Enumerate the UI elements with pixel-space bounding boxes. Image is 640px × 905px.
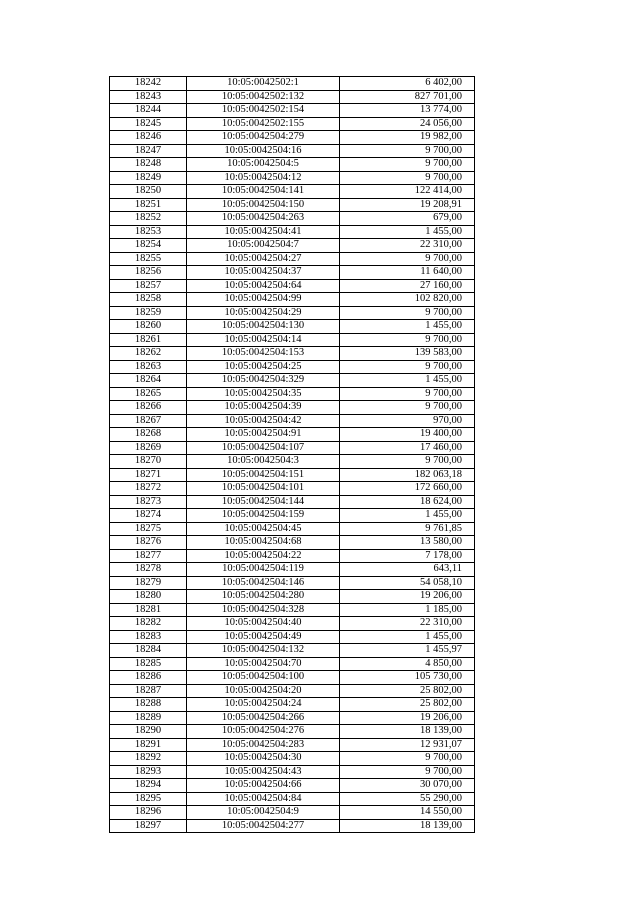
cadastral-number-cell: 10:05:0042504:16 — [187, 144, 340, 158]
table-row — [110, 522, 475, 536]
value-cell: 1 455,00 — [340, 630, 475, 644]
value-cell: 9 700,00 — [340, 144, 475, 158]
row-number-cell: 18282 — [110, 617, 187, 631]
table-row — [110, 414, 475, 428]
value-cell: 9 700,00 — [340, 158, 475, 172]
cadastral-number-cell: 10:05:0042504:159 — [187, 509, 340, 523]
row-number-cell: 18290 — [110, 725, 187, 739]
value-cell: 13 774,00 — [340, 104, 475, 118]
cadastral-number-cell: 10:05:0042504:39 — [187, 401, 340, 415]
cadastral-number-cell: 10:05:0042504:70 — [187, 657, 340, 671]
table-row — [110, 144, 475, 158]
row-number-cell: 18292 — [110, 752, 187, 766]
value-cell: 827 701,00 — [340, 90, 475, 104]
value-cell: 19 982,00 — [340, 131, 475, 145]
cadastral-number-cell: 10:05:0042504:41 — [187, 225, 340, 239]
row-number-cell: 18291 — [110, 738, 187, 752]
cadastral-number-cell: 10:05:0042504:68 — [187, 536, 340, 550]
row-number-cell: 18245 — [110, 117, 187, 131]
value-cell: 18 624,00 — [340, 495, 475, 509]
table-row — [110, 306, 475, 320]
data-table-body — [110, 77, 475, 833]
row-number-cell: 18272 — [110, 482, 187, 496]
row-number-cell: 18283 — [110, 630, 187, 644]
table-row — [110, 468, 475, 482]
cadastral-number-cell: 10:05:0042504:64 — [187, 279, 340, 293]
row-number-cell: 18275 — [110, 522, 187, 536]
value-cell: 19 206,00 — [340, 590, 475, 604]
table-row — [110, 252, 475, 266]
table-row — [110, 212, 475, 226]
table-row — [110, 765, 475, 779]
row-number-cell: 18249 — [110, 171, 187, 185]
cadastral-number-cell: 10:05:0042504:37 — [187, 266, 340, 280]
row-number-cell: 18288 — [110, 698, 187, 712]
value-cell: 9 700,00 — [340, 455, 475, 469]
cadastral-number-cell: 10:05:0042504:151 — [187, 468, 340, 482]
table-row — [110, 266, 475, 280]
table-row — [110, 482, 475, 496]
row-number-cell: 18268 — [110, 428, 187, 442]
cadastral-number-cell: 10:05:0042504:101 — [187, 482, 340, 496]
table-row — [110, 698, 475, 712]
value-cell: 14 550,00 — [340, 806, 475, 820]
cadastral-number-cell: 10:05:0042504:100 — [187, 671, 340, 685]
table-row — [110, 792, 475, 806]
value-cell: 1 455,00 — [340, 509, 475, 523]
cadastral-number-cell: 10:05:0042504:141 — [187, 185, 340, 199]
row-number-cell: 18271 — [110, 468, 187, 482]
cadastral-number-cell: 10:05:0042504:280 — [187, 590, 340, 604]
row-number-cell: 18250 — [110, 185, 187, 199]
table-row — [110, 347, 475, 361]
cadastral-number-cell: 10:05:0042502:132 — [187, 90, 340, 104]
row-number-cell: 18280 — [110, 590, 187, 604]
table-row — [110, 441, 475, 455]
cadastral-number-cell: 10:05:0042504:9 — [187, 806, 340, 820]
row-number-cell: 18263 — [110, 360, 187, 374]
row-number-cell: 18276 — [110, 536, 187, 550]
table-row — [110, 711, 475, 725]
value-cell: 11 640,00 — [340, 266, 475, 280]
row-number-cell: 18254 — [110, 239, 187, 253]
value-cell: 970,00 — [340, 414, 475, 428]
table-row — [110, 509, 475, 523]
value-cell: 7 178,00 — [340, 549, 475, 563]
value-cell: 1 455,00 — [340, 374, 475, 388]
cadastral-number-cell: 10:05:0042504:119 — [187, 563, 340, 577]
value-cell: 9 700,00 — [340, 171, 475, 185]
value-cell: 18 139,00 — [340, 725, 475, 739]
value-cell: 9 700,00 — [340, 387, 475, 401]
value-cell: 54 058,10 — [340, 576, 475, 590]
value-cell: 9 700,00 — [340, 333, 475, 347]
cadastral-number-cell: 10:05:0042502:154 — [187, 104, 340, 118]
value-cell: 12 931,07 — [340, 738, 475, 752]
row-number-cell: 18294 — [110, 779, 187, 793]
cadastral-number-cell: 10:05:0042504:263 — [187, 212, 340, 226]
value-cell: 105 730,00 — [340, 671, 475, 685]
value-cell: 9 700,00 — [340, 306, 475, 320]
value-cell: 22 310,00 — [340, 239, 475, 253]
value-cell: 18 139,00 — [340, 819, 475, 833]
value-cell: 679,00 — [340, 212, 475, 226]
value-cell: 102 820,00 — [340, 293, 475, 307]
row-number-cell: 18296 — [110, 806, 187, 820]
table-row — [110, 684, 475, 698]
value-cell: 9 700,00 — [340, 765, 475, 779]
value-cell: 19 400,00 — [340, 428, 475, 442]
table-row — [110, 779, 475, 793]
row-number-cell: 18259 — [110, 306, 187, 320]
value-cell: 9 700,00 — [340, 252, 475, 266]
cadastral-number-cell: 10:05:0042504:283 — [187, 738, 340, 752]
table-row — [110, 725, 475, 739]
table-row — [110, 576, 475, 590]
cadastral-number-cell: 10:05:0042504:132 — [187, 644, 340, 658]
cadastral-number-cell: 10:05:0042504:29 — [187, 306, 340, 320]
table-row — [110, 225, 475, 239]
row-number-cell: 18295 — [110, 792, 187, 806]
table-row — [110, 360, 475, 374]
cadastral-number-cell: 10:05:0042504:45 — [187, 522, 340, 536]
table-row — [110, 293, 475, 307]
cadastral-number-cell: 10:05:0042504:277 — [187, 819, 340, 833]
table-row — [110, 644, 475, 658]
cadastral-number-cell: 10:05:0042504:27 — [187, 252, 340, 266]
cadastral-number-cell: 10:05:0042504:146 — [187, 576, 340, 590]
row-number-cell: 18285 — [110, 657, 187, 671]
table-row — [110, 77, 475, 91]
table-row — [110, 617, 475, 631]
value-cell: 55 290,00 — [340, 792, 475, 806]
table-row — [110, 428, 475, 442]
data-table — [109, 76, 475, 833]
cadastral-number-cell: 10:05:0042504:107 — [187, 441, 340, 455]
table-row — [110, 374, 475, 388]
value-cell: 9 700,00 — [340, 360, 475, 374]
value-cell: 24 056,00 — [340, 117, 475, 131]
cadastral-number-cell: 10:05:0042504:153 — [187, 347, 340, 361]
table-row — [110, 806, 475, 820]
table-row — [110, 603, 475, 617]
cadastral-number-cell: 10:05:0042504:43 — [187, 765, 340, 779]
cadastral-number-cell: 10:05:0042504:20 — [187, 684, 340, 698]
table-row — [110, 158, 475, 172]
cadastral-number-cell: 10:05:0042504:3 — [187, 455, 340, 469]
row-number-cell: 18258 — [110, 293, 187, 307]
row-number-cell: 18261 — [110, 333, 187, 347]
row-number-cell: 18244 — [110, 104, 187, 118]
cadastral-number-cell: 10:05:0042504:130 — [187, 320, 340, 334]
table-row — [110, 819, 475, 833]
value-cell: 182 063,18 — [340, 468, 475, 482]
row-number-cell: 18286 — [110, 671, 187, 685]
value-cell: 139 583,00 — [340, 347, 475, 361]
row-number-cell: 18297 — [110, 819, 187, 833]
table-row — [110, 455, 475, 469]
table-row — [110, 657, 475, 671]
table-row — [110, 185, 475, 199]
table-row — [110, 387, 475, 401]
row-number-cell: 18279 — [110, 576, 187, 590]
value-cell: 25 802,00 — [340, 684, 475, 698]
table-row — [110, 131, 475, 145]
row-number-cell: 18255 — [110, 252, 187, 266]
table-row — [110, 90, 475, 104]
value-cell: 1 455,97 — [340, 644, 475, 658]
table-row — [110, 630, 475, 644]
cadastral-number-cell: 10:05:0042504:7 — [187, 239, 340, 253]
row-number-cell: 18289 — [110, 711, 187, 725]
value-cell: 22 310,00 — [340, 617, 475, 631]
cadastral-number-cell: 10:05:0042504:40 — [187, 617, 340, 631]
cadastral-number-cell: 10:05:0042504:276 — [187, 725, 340, 739]
value-cell: 13 580,00 — [340, 536, 475, 550]
row-number-cell: 18281 — [110, 603, 187, 617]
table-row — [110, 239, 475, 253]
table-row — [110, 279, 475, 293]
cadastral-number-cell: 10:05:0042504:14 — [187, 333, 340, 347]
value-cell: 25 802,00 — [340, 698, 475, 712]
value-cell: 6 402,00 — [340, 77, 475, 91]
row-number-cell: 18266 — [110, 401, 187, 415]
row-number-cell: 18246 — [110, 131, 187, 145]
row-number-cell: 18257 — [110, 279, 187, 293]
value-cell: 1 185,00 — [340, 603, 475, 617]
row-number-cell: 18243 — [110, 90, 187, 104]
table-row — [110, 333, 475, 347]
value-cell: 4 850,00 — [340, 657, 475, 671]
row-number-cell: 18252 — [110, 212, 187, 226]
value-cell: 9 700,00 — [340, 752, 475, 766]
table-row — [110, 104, 475, 118]
value-cell: 30 070,00 — [340, 779, 475, 793]
table-row — [110, 752, 475, 766]
row-number-cell: 18267 — [110, 414, 187, 428]
cadastral-number-cell: 10:05:0042504:91 — [187, 428, 340, 442]
table-row — [110, 590, 475, 604]
value-cell: 1 455,00 — [340, 320, 475, 334]
row-number-cell: 18270 — [110, 455, 187, 469]
row-number-cell: 18277 — [110, 549, 187, 563]
table-row — [110, 320, 475, 334]
value-cell: 17 460,00 — [340, 441, 475, 455]
row-number-cell: 18256 — [110, 266, 187, 280]
table-row — [110, 198, 475, 212]
cadastral-number-cell: 10:05:0042504:12 — [187, 171, 340, 185]
table-row — [110, 495, 475, 509]
cadastral-number-cell: 10:05:0042504:328 — [187, 603, 340, 617]
row-number-cell: 18264 — [110, 374, 187, 388]
cadastral-number-cell: 10:05:0042504:22 — [187, 549, 340, 563]
cadastral-number-cell: 10:05:0042504:99 — [187, 293, 340, 307]
cadastral-number-cell: 10:05:0042504:24 — [187, 698, 340, 712]
row-number-cell: 18251 — [110, 198, 187, 212]
row-number-cell: 18269 — [110, 441, 187, 455]
row-number-cell: 18247 — [110, 144, 187, 158]
cadastral-number-cell: 10:05:0042504:279 — [187, 131, 340, 145]
table-row — [110, 563, 475, 577]
row-number-cell: 18265 — [110, 387, 187, 401]
cadastral-number-cell: 10:05:0042504:49 — [187, 630, 340, 644]
row-number-cell: 18253 — [110, 225, 187, 239]
cadastral-number-cell: 10:05:0042504:266 — [187, 711, 340, 725]
cadastral-number-cell: 10:05:0042504:35 — [187, 387, 340, 401]
cadastral-number-cell: 10:05:0042504:30 — [187, 752, 340, 766]
cadastral-number-cell: 10:05:0042504:66 — [187, 779, 340, 793]
cadastral-number-cell: 10:05:0042504:5 — [187, 158, 340, 172]
row-number-cell: 18274 — [110, 509, 187, 523]
row-number-cell: 18260 — [110, 320, 187, 334]
row-number-cell: 18278 — [110, 563, 187, 577]
value-cell: 1 455,00 — [340, 225, 475, 239]
value-cell: 19 206,00 — [340, 711, 475, 725]
cadastral-number-cell: 10:05:0042504:150 — [187, 198, 340, 212]
cadastral-number-cell: 10:05:0042504:84 — [187, 792, 340, 806]
row-number-cell: 18248 — [110, 158, 187, 172]
table-row — [110, 171, 475, 185]
value-cell: 122 414,00 — [340, 185, 475, 199]
value-cell: 643,11 — [340, 563, 475, 577]
cadastral-number-cell: 10:05:0042502:1 — [187, 77, 340, 91]
row-number-cell: 18262 — [110, 347, 187, 361]
cadastral-number-cell: 10:05:0042504:329 — [187, 374, 340, 388]
row-number-cell: 18242 — [110, 77, 187, 91]
cadastral-number-cell: 10:05:0042504:25 — [187, 360, 340, 374]
value-cell: 27 160,00 — [340, 279, 475, 293]
value-cell: 19 208,91 — [340, 198, 475, 212]
row-number-cell: 18293 — [110, 765, 187, 779]
cadastral-number-cell: 10:05:0042502:155 — [187, 117, 340, 131]
value-cell: 9 700,00 — [340, 401, 475, 415]
value-cell: 9 761,85 — [340, 522, 475, 536]
row-number-cell: 18287 — [110, 684, 187, 698]
row-number-cell: 18284 — [110, 644, 187, 658]
cadastral-number-cell: 10:05:0042504:42 — [187, 414, 340, 428]
value-cell: 172 660,00 — [340, 482, 475, 496]
table-row — [110, 117, 475, 131]
table-row — [110, 549, 475, 563]
table-row — [110, 671, 475, 685]
cadastral-number-cell: 10:05:0042504:144 — [187, 495, 340, 509]
row-number-cell: 18273 — [110, 495, 187, 509]
table-row — [110, 536, 475, 550]
table-row — [110, 401, 475, 415]
table-row — [110, 738, 475, 752]
